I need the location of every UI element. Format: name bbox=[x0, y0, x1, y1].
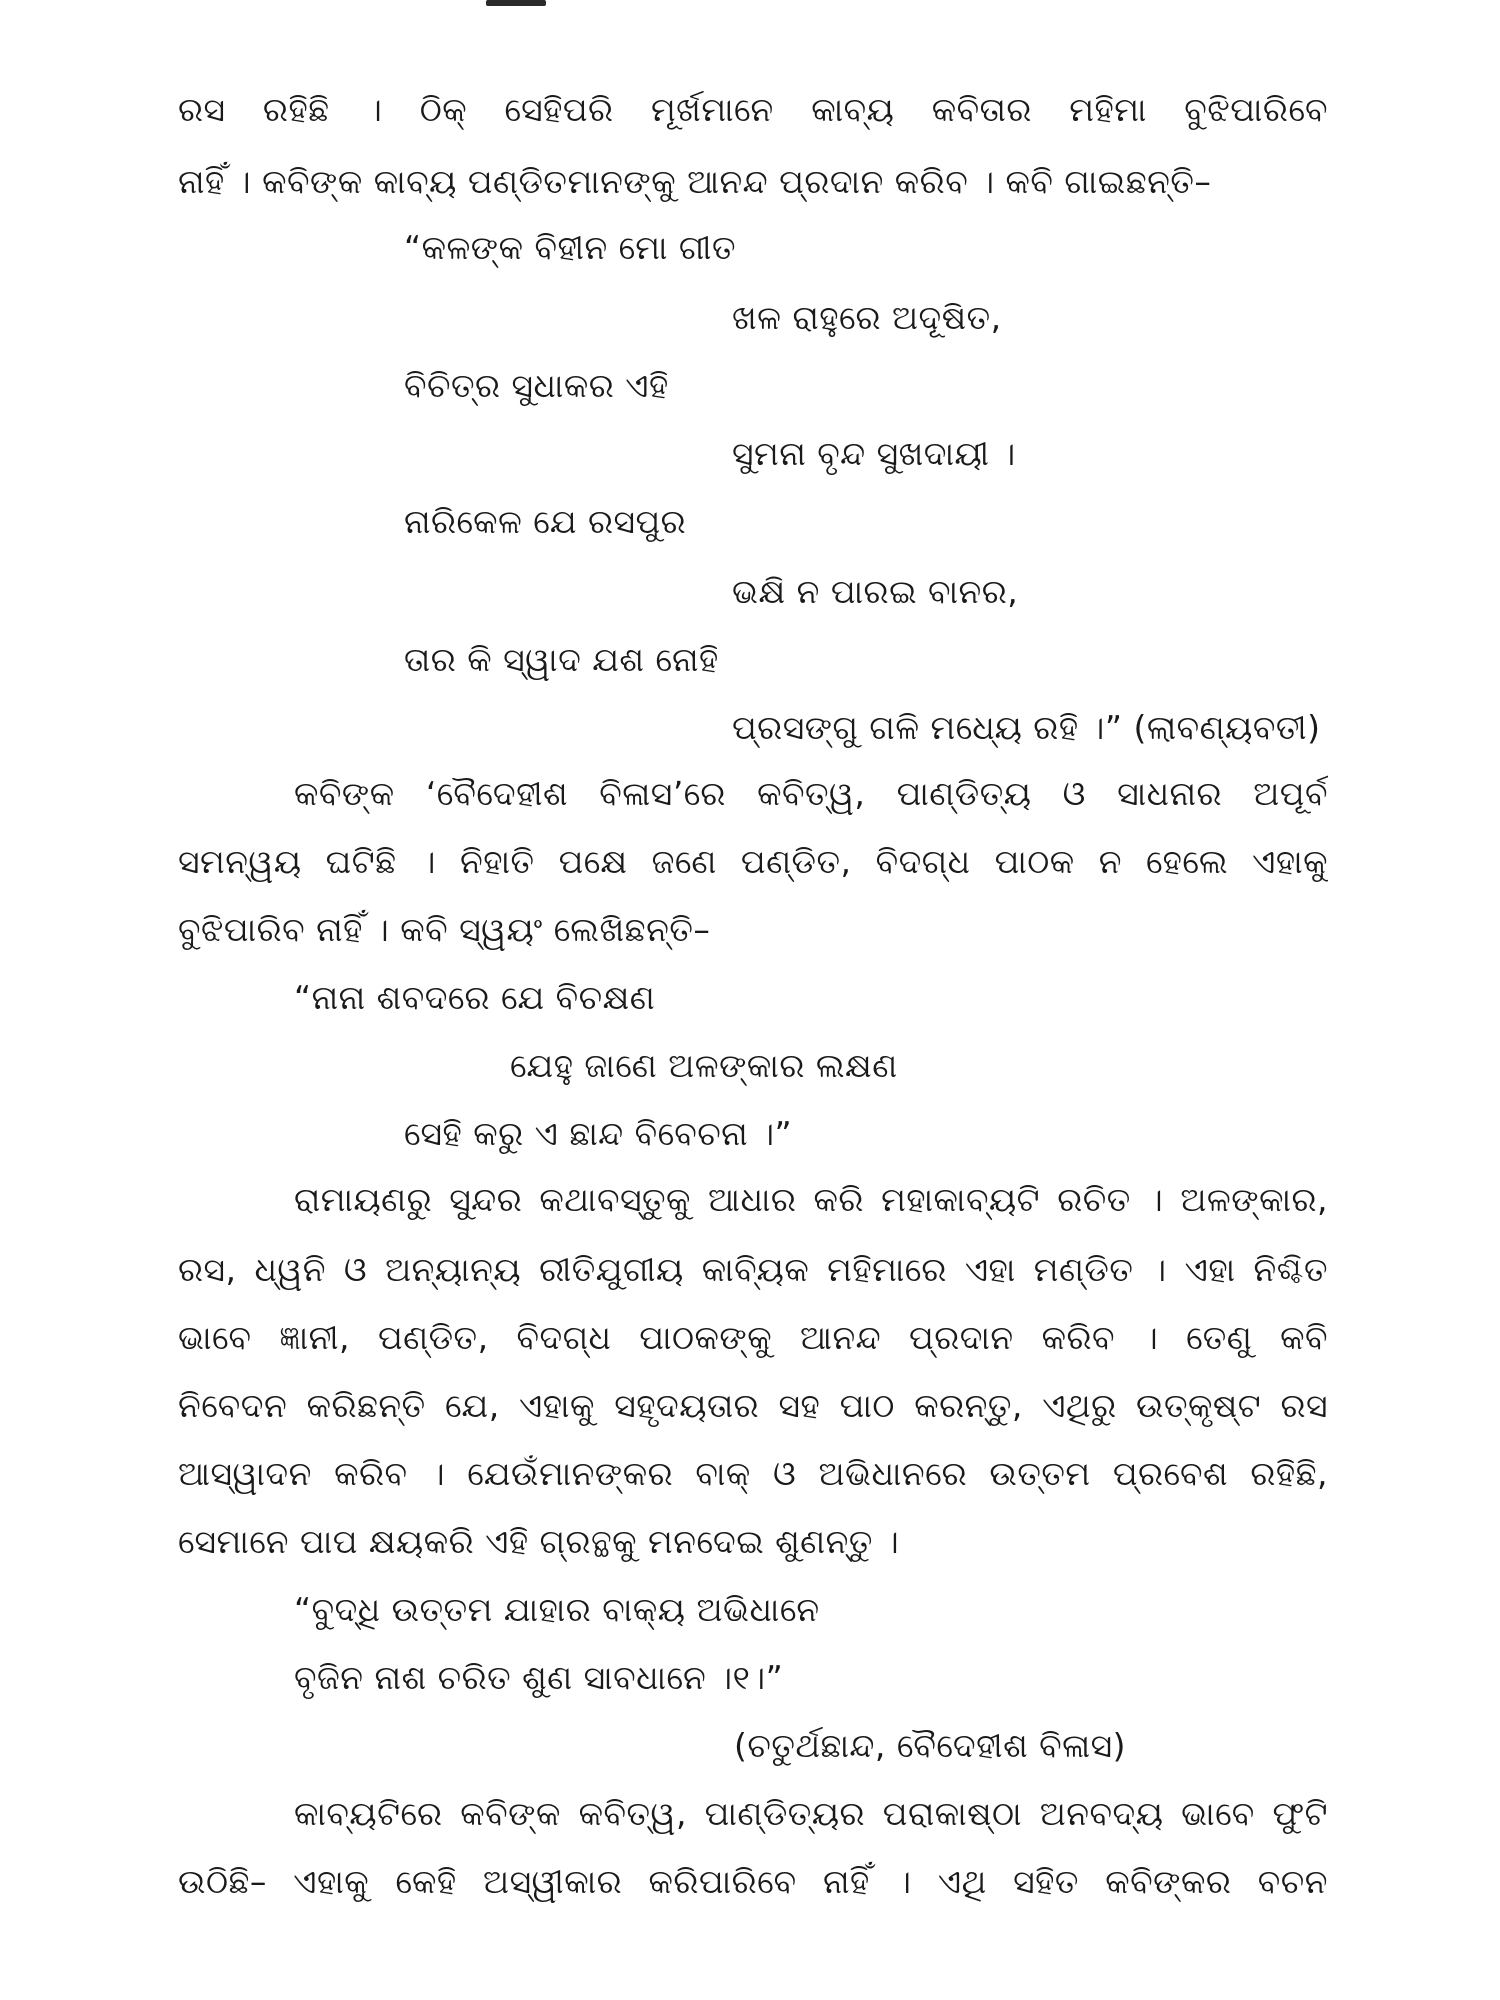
verse-line: ଖଳ ରାହୁରେ ଅଦୂଷିତ, bbox=[732, 298, 1002, 337]
verse-line: ବୃଜିନ ନାଶ ଚରିତ ଶୁଣ ସାବଧାନେ ।୧।” bbox=[294, 1658, 784, 1697]
verse-line: “ବୁଦ୍ଧି ଉତ୍ତମ ଯାହାର ବାକ୍ୟ ଅଭିଧାନେ bbox=[294, 1590, 820, 1629]
verse-line: ସୁମନା ବୃନ୍ଦ ସୁଖଦାୟୀ । bbox=[732, 434, 1016, 473]
verse-line: ତାର କି ସ୍ୱାଦ ଯଶ ନୋହି bbox=[404, 640, 719, 679]
verse-citation: (ଚତୁର୍ଥଛାନ୍ଦ, ବୈଦେହୀଶ ବିଳାସ) bbox=[734, 1726, 1127, 1765]
paragraph-line: ରସ ରହିଛି । ଠିକ୍ ସେହିପରି ମୂର୍ଖମାନେ କାବ୍ୟ କବିତାର ମହିମା ବୁଝିପାରିବେ bbox=[178, 90, 1328, 129]
paragraph-line: ଭାବେ ଜ୍ଞାନୀ, ପଣ୍ଡିତ, ବିଦଗ୍ଧ ପାଠକଙ୍କୁ ଆନନ୍ଦ ପ୍ରଦାନ କରିବ । ତେଣୁ କବି bbox=[178, 1318, 1328, 1357]
verse-line: ସେହି କରୁ ଏ ଛାନ୍ଦ ବିବେଚନା ।” bbox=[404, 1114, 793, 1153]
paragraph-line: ରାମାୟଣରୁ ସୁନ୍ଦର କଥାବସ୍ତୁକୁ ଆଧାର କରି ମହାକାବ୍ୟଟି ରଚିତ । ଅଳଙ୍କାର, bbox=[294, 1180, 1328, 1219]
verse-line: “କଳଙ୍କ ବିହୀନ ମୋ ଗୀତ bbox=[404, 228, 736, 267]
paragraph-line: ଆସ୍ୱାଦନ କରିବ । ଯେଉଁମାନଙ୍କର ବାକ୍ ଓ ଅଭିଧାନରେ ଉତ୍ତମ ପ୍ରବେଶ ରହିଛି, bbox=[178, 1454, 1328, 1493]
paragraph-line: ବୁଝିପାରିବ ନାହିଁ । କବି ସ୍ୱୟଂ ଲେଖିଛନ୍ତି– bbox=[178, 910, 711, 949]
verse-line: “ନାନା ଶବଦରେ ଯେ ବିଚକ୍ଷଣ bbox=[294, 978, 656, 1017]
verse-line: ପ୍ରସଙ୍ଗୁ ଗଳି ମଧ୍ୟେ ରହି ।” (ଲାବଣ୍ୟବତୀ) bbox=[732, 708, 1321, 747]
paragraph-line: ସେମାନେ ପାପ କ୍ଷୟକରି ଏହି ଗ୍ରନ୍ଥକୁ ମନଦେଇ ଶୁଣନ୍ତୁ । bbox=[178, 1522, 900, 1561]
verse-line: ବିଚିତ୍ର ସୁଧାକର ଏହି bbox=[404, 366, 669, 405]
paragraph-line: କାବ୍ୟଟିରେ କବିଙ୍କ କବିତ୍ୱ, ପାଣ୍ଡିତ୍ୟର ପରାକାଷ୍ଠା ଅନବଦ୍ୟ ଭାବେ ଫୁଟି bbox=[294, 1794, 1328, 1833]
paragraph-line: ରସ, ଧ୍ୱନି ଓ ଅନ୍ୟାନ୍ୟ ରୀତିଯୁଗୀୟ କାବ୍ୟିକ ମହିମାରେ ଏହା ମଣ୍ଡିତ । ଏହା ନିଶ୍ଚିତ bbox=[178, 1250, 1328, 1289]
paragraph-line: ନିବେଦନ କରିଛନ୍ତି ଯେ, ଏହାକୁ ସହୃଦୟତାର ସହ ପାଠ କରନ୍ତୁ, ଏଥିରୁ ଉତ୍କୃଷ୍ଟ ରସ bbox=[178, 1386, 1328, 1425]
paragraph-line: ସମନ୍ୱୟ ଘଟିଛି । ନିହାତି ପକ୍ଷେ ଜଣେ ପଣ୍ଡିତ, ବିଦଗ୍ଧ ପାଠକ ନ ହେଲେ ଏହାକୁ bbox=[178, 842, 1328, 881]
verse-line: ଯେହୁ ଜାଣେ ଅଳଙ୍କାର ଲକ୍ଷଣ bbox=[510, 1046, 898, 1085]
verse-line: ଭକ୍ଷି ନ ପାରଇ ବାନର, bbox=[732, 572, 1019, 611]
verse-line: ନାରିକେଳ ଯେ ରସପୁର bbox=[404, 502, 687, 541]
paragraph-line: ନାହିଁ । କବିଙ୍କ କାବ୍ୟ ପଣ୍ଡିତମାନଙ୍କୁ ଆନନ୍ଦ ପ୍ରଦାନ କରିବ । କବି ଗାଇଛନ୍ତି– bbox=[178, 162, 1212, 201]
paragraph-line: ଉଠିଛି– ଏହାକୁ କେହି ଅସ୍ୱୀକାର କରିପାରିବେ ନାହିଁ । ଏଥି ସହିତ କବିଙ୍କର ବଚନ bbox=[178, 1862, 1328, 1901]
page-top-mark bbox=[486, 0, 546, 6]
paragraph-line: କବିଙ୍କ ‘ବୈଦେହୀଶ ବିଳାସ’ରେ କବିତ୍ୱ, ପାଣ୍ଡିତ୍ୟ ଓ ସାଧନାର ଅପୂର୍ବ bbox=[294, 774, 1328, 813]
